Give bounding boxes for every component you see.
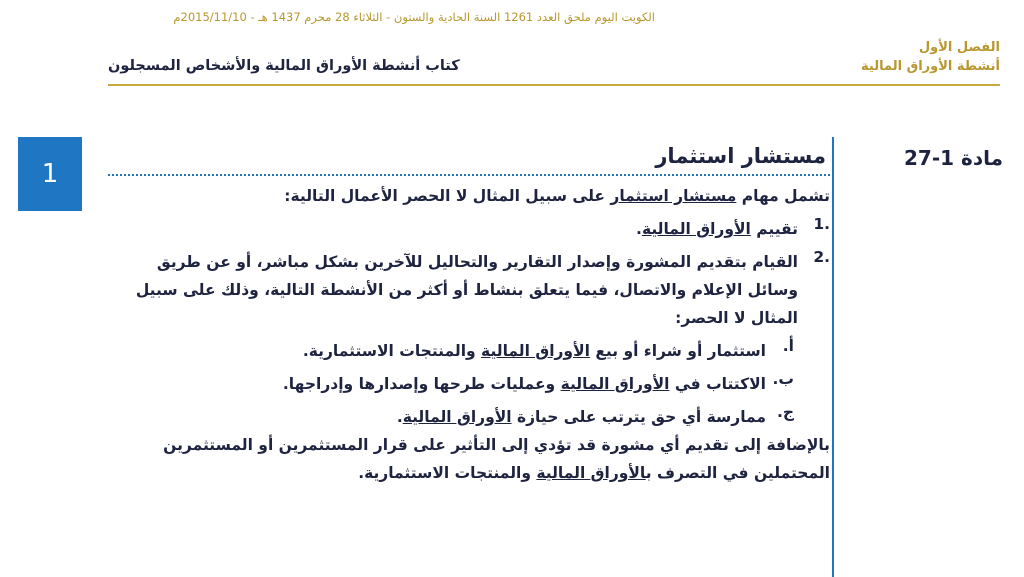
sub-item-text xyxy=(283,370,766,398)
intro-paragraph xyxy=(108,182,830,210)
sub-item-letter: أ. xyxy=(782,337,794,355)
gazette-header-line: الكويت اليوم ملحق العدد 1261 السنة الحادية والستون - الثلاثاء 28 محرم 1437 هـ - 2015/11/10م xyxy=(173,10,655,24)
sub-item-c xyxy=(108,403,830,431)
list-item-text xyxy=(636,215,798,243)
chapter-title: أنشطة الأوراق المالية xyxy=(861,59,1000,74)
sub-a-text-2: والمنتجات الاستثمارية. xyxy=(302,342,482,360)
sub-item-a xyxy=(108,337,830,365)
page-number: 1 xyxy=(41,159,59,189)
list-item-2 xyxy=(108,248,830,332)
list-item-1 xyxy=(108,215,830,243)
defined-term-link: مستشار استثمار xyxy=(610,187,737,205)
chapter-label: الفصل الأول xyxy=(918,40,1000,55)
page-number-badge xyxy=(18,137,82,211)
sub-c-text-1: ممارسة أي حق يترتب على حيازة xyxy=(511,408,766,426)
list-item-text: القيام بتقديم المشورة وإصدار التقارير والتحاليل للآخرين بشكل مباشر، أو عن طريق وسائل الإعلام والاتصال، فيما يتعلق بنشاط أو أكثر من الأنشطة التالية، وذلك على سبيل المثال لا الحصر: xyxy=(135,253,798,327)
closing-text-2: والمنتجات الاستثمارية. xyxy=(358,464,537,482)
intro-text-1: تشمل مهام xyxy=(736,187,830,205)
list-number: .1 xyxy=(813,215,830,233)
book-title: كتاب أنشطة الأوراق المالية والأشخاص المسجلون xyxy=(108,58,460,74)
article-body xyxy=(108,182,830,487)
closing-paragraph xyxy=(108,431,830,487)
closing-text-1: بالإضافة إلى تقديم أي مشورة قد تؤدي إلى التأثير على قرار المستثمرين أو المستثمرين المحتملين في التصرف ب xyxy=(163,436,830,482)
defined-term-link: الأوراق المالية xyxy=(560,375,670,393)
item1-text-2: . xyxy=(636,220,642,238)
margin-divider xyxy=(832,137,834,577)
sub-item-text xyxy=(397,403,766,431)
header-divider xyxy=(108,84,1000,86)
list-number: .2 xyxy=(813,248,830,266)
defined-term-link: الأوراق المالية xyxy=(536,464,646,482)
defined-term-link: الأوراق المالية xyxy=(402,408,512,426)
term-title: مستشار استثمار xyxy=(655,144,826,168)
sub-item-b xyxy=(108,370,830,398)
item1-text-1: تقييم xyxy=(750,220,798,238)
intro-text-2: على سبيل المثال لا الحصر الأعمال التالية: xyxy=(284,187,611,205)
title-dotted-divider xyxy=(108,174,830,176)
sub-b-text-1: الاكتتاب في xyxy=(669,375,766,393)
sub-a-text-1: استثمار أو شراء أو بيع xyxy=(589,342,766,360)
sub-c-text-2: . xyxy=(396,408,403,426)
sub-item-letter: ج. xyxy=(776,403,794,421)
sub-item-letter: ب. xyxy=(772,370,794,388)
chapter-heading xyxy=(861,38,1000,76)
defined-term-link: الأوراق المالية xyxy=(641,220,751,238)
article-number: مادة 1-27 xyxy=(903,146,1003,170)
defined-term-link: الأوراق المالية xyxy=(481,342,590,360)
sub-item-text xyxy=(303,337,766,365)
sub-b-text-2: وعمليات طرحها وإصدارها وإدراجها. xyxy=(282,375,561,393)
